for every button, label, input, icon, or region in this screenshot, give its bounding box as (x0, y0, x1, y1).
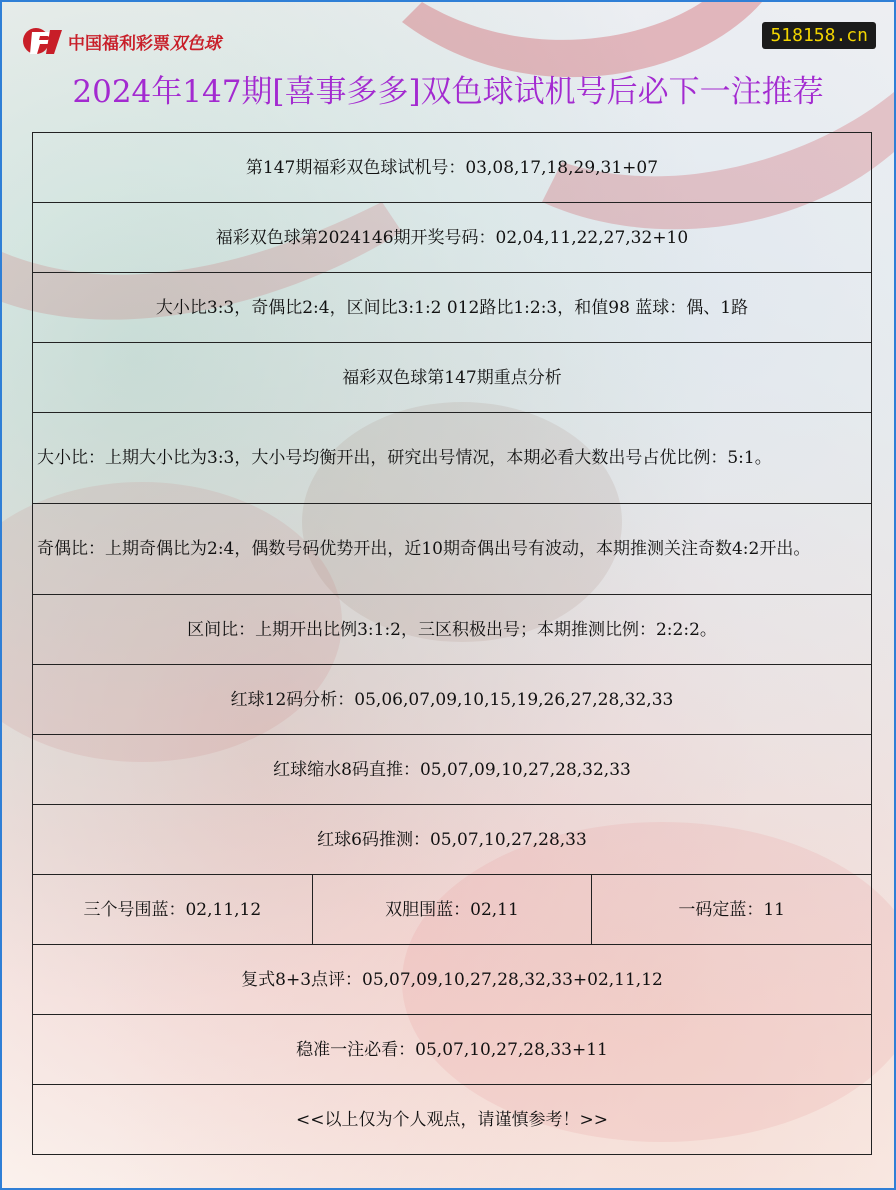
recommendation-table (32, 132, 872, 1155)
table-row (33, 875, 872, 945)
table-row (33, 413, 872, 504)
odd-even-cell: 奇偶比：上期奇偶比为2:4，偶数号码优势开出，近10期奇偶出号有波动，本期推测关注奇数4:2开出。 (33, 504, 872, 595)
logo-brand: 中国福利彩票 (68, 33, 170, 54)
site-badge: 518158.cn (762, 22, 876, 49)
red8-cell: 红球缩水8码直推：05,07,09,10,27,28,32,33 (33, 735, 872, 805)
analysis-heading-cell: 福彩双色球第147期重点分析 (33, 343, 872, 413)
lottery-logo-icon (22, 24, 66, 58)
table-row (33, 665, 872, 735)
ratios-cell: 大小比3:3，奇偶比2:4，区间比3:1:2 012路比1:2:3，和值98 蓝球：偶、1路 (33, 273, 872, 343)
page-title: 2024年147期[喜事多多]双色球试机号后必下一注推荐 (72, 74, 824, 110)
table-row (33, 203, 872, 273)
table-row (33, 595, 872, 665)
table-row (33, 504, 872, 595)
zone-ratio-cell: 区间比：上期开出比例3:1:2，三区积极出号；本期推测比例：2:2:2。 (33, 595, 872, 665)
table-row (33, 273, 872, 343)
prev-draw-cell: 福彩双色球第2024146期开奖号码：02,04,11,22,27,32+10 (33, 203, 872, 273)
blue-one-cell: 一码定蓝：11 (592, 875, 872, 945)
table-row (33, 1015, 872, 1085)
table-row (33, 1085, 872, 1155)
table-row (33, 735, 872, 805)
logo-product: 双色球 (170, 33, 221, 54)
table-row (33, 343, 872, 413)
test-number-cell: 第147期福彩双色球试机号：03,08,17,18,29,31+07 (33, 133, 872, 203)
blue-three-cell: 三个号围蓝：02,11,12 (33, 875, 313, 945)
lottery-logo (22, 24, 221, 58)
table-row (33, 133, 872, 203)
size-ratio-cell: 大小比：上期大小比为3:3，大小号均衡开出，研究出号情况，本期必看大数出号占优比例：5:1。 (33, 413, 872, 504)
disclaimer-cell: <<以上仅为个人观点，请谨慎参考！>> (33, 1085, 872, 1155)
table-row (33, 945, 872, 1015)
red6-cell: 红球6码推测：05,07,10,27,28,33 (33, 805, 872, 875)
table-row (33, 805, 872, 875)
single-bet-cell: 稳准一注必看：05,07,10,27,28,33+11 (33, 1015, 872, 1085)
blue-two-cell: 双胆围蓝：02,11 (312, 875, 592, 945)
lottery-logo-text (68, 29, 221, 54)
compound-cell: 复式8+3点评：05,07,09,10,27,28,32,33+02,11,12 (33, 945, 872, 1015)
red12-cell: 红球12码分析：05,06,07,09,10,15,19,26,27,28,32,33 (33, 665, 872, 735)
